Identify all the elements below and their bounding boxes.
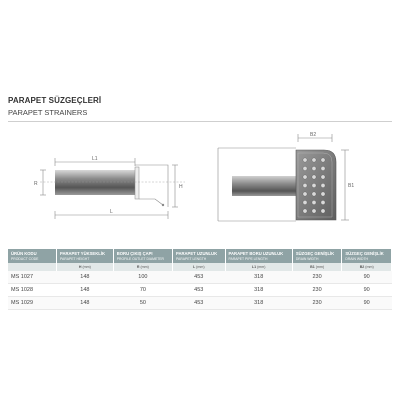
strainer-hole xyxy=(303,183,307,187)
column-header xyxy=(57,249,114,263)
column-header xyxy=(113,249,172,263)
table-cell: 230 xyxy=(292,271,342,284)
unit-text: (mm) xyxy=(196,265,205,269)
column-unit xyxy=(173,263,226,271)
column-header-en: PARAPET HEIGHT xyxy=(60,257,90,261)
product-code-cell: MS 1027 xyxy=(8,271,57,284)
strainer-pipe xyxy=(232,176,298,196)
page-heading xyxy=(8,96,101,117)
column-header-en: DRAIN WIDTH xyxy=(345,257,368,261)
label-b1: B1 xyxy=(348,183,355,189)
drawing-side-view xyxy=(30,145,220,245)
column-header-tr: SÜZGEÇ GENİŞLİK xyxy=(295,251,335,256)
unit-text: (mm) xyxy=(315,265,325,269)
strainer-hole xyxy=(321,158,325,162)
column-header-en: PRODUCT CODE xyxy=(11,257,39,261)
strainer-hole xyxy=(312,200,316,204)
table-cell: 100 xyxy=(113,271,172,284)
strainer-hole xyxy=(312,183,316,187)
strainer-hole xyxy=(321,183,325,187)
product-code-cell: MS 1028 xyxy=(8,284,57,297)
column-header-en: PARAPET LENGTH xyxy=(176,257,207,261)
table-cell: 90 xyxy=(342,271,392,284)
column-header-tr: SÜZGEÇ GENİŞLİK xyxy=(345,251,384,256)
column-unit xyxy=(225,263,292,271)
table-cell: 70 xyxy=(113,284,172,297)
column-header-tr: ÜRÜN KODU xyxy=(11,251,37,256)
table-cell: 318 xyxy=(225,297,292,310)
label-h: H xyxy=(179,184,183,190)
column-header-tr: PARAPET YÜKSEKLİK xyxy=(60,251,105,256)
column-unit xyxy=(8,263,57,271)
table-cell: 148 xyxy=(57,284,114,297)
unit-text: (mm) xyxy=(140,265,149,269)
column-header-tr: PARAPET BORU UZUNLUK xyxy=(228,251,284,256)
strainer-hole xyxy=(321,209,325,213)
column-header xyxy=(292,249,342,263)
strainer-hole xyxy=(321,175,325,179)
unit-symbol: H xyxy=(78,265,82,269)
table-cell: 318 xyxy=(225,284,292,297)
unit-symbol: L1 xyxy=(251,265,257,269)
strainer-hole xyxy=(321,192,325,196)
strainer-hole xyxy=(303,200,307,204)
table-row xyxy=(8,271,392,284)
strainer-hole xyxy=(312,192,316,196)
unit-symbol: L xyxy=(192,265,196,269)
product-table xyxy=(8,249,392,310)
table-header-row xyxy=(8,249,392,263)
column-unit xyxy=(342,263,392,271)
column-unit xyxy=(57,263,114,271)
table-cell: 50 xyxy=(113,297,172,310)
label-l: L xyxy=(110,209,113,215)
column-header-tr: PARAPET UZUNLUK xyxy=(176,251,218,256)
column-header xyxy=(173,249,226,263)
strainer-hole xyxy=(312,175,316,179)
label-r: R xyxy=(34,181,38,187)
table-cell: 148 xyxy=(57,297,114,310)
strainer-hole xyxy=(321,200,325,204)
table-cell: 453 xyxy=(173,284,226,297)
title-english: PARAPET STRAINERS xyxy=(8,108,88,117)
label-b2: B2 xyxy=(310,132,317,138)
column-unit xyxy=(292,263,342,271)
unit-symbol: B2 xyxy=(359,265,365,269)
strainer-hole xyxy=(303,192,307,196)
column-header-tr: BORU ÇIKIŞ ÇAPI xyxy=(116,251,153,256)
unit-text: (mm) xyxy=(365,265,374,269)
strainer-hole xyxy=(303,209,307,213)
table-cell: 318 xyxy=(225,271,292,284)
divider xyxy=(8,121,392,122)
strainer-hole xyxy=(312,166,316,170)
column-unit xyxy=(113,263,172,271)
table-cell: 90 xyxy=(342,284,392,297)
unit-symbol: R xyxy=(136,265,140,269)
table-cell: 453 xyxy=(173,297,226,310)
column-header xyxy=(225,249,292,263)
table-cell: 230 xyxy=(292,297,342,310)
pipe-body xyxy=(55,170,135,195)
drawing-perspective-view xyxy=(210,128,370,228)
table-row xyxy=(8,297,392,310)
unit-text: (mm) xyxy=(257,265,266,269)
title-turkish: PARAPET SÜZGEÇLERİ xyxy=(8,96,102,105)
column-header xyxy=(342,249,392,263)
product-code-cell: MS 1029 xyxy=(8,297,57,310)
unit-symbol: B1 xyxy=(310,265,315,269)
strainer-hole xyxy=(303,158,307,162)
column-header-en: PARAPET PIPE LENGTH xyxy=(228,257,268,261)
strainer-hole xyxy=(303,175,307,179)
strainer-hole xyxy=(321,166,325,170)
label-l1: L1 xyxy=(92,156,98,162)
strainer-hole xyxy=(303,166,307,170)
column-header-en: DRAIN WIDTH xyxy=(295,257,319,261)
unit-text: (mm) xyxy=(82,265,91,269)
table-cell: 148 xyxy=(57,271,114,284)
strainer-hole xyxy=(312,158,316,162)
column-header xyxy=(8,249,57,263)
table-row xyxy=(8,284,392,297)
table-cell: 90 xyxy=(342,297,392,310)
table-cell: 230 xyxy=(292,284,342,297)
table-units-row xyxy=(8,263,392,271)
table-cell: 453 xyxy=(173,271,226,284)
column-header-en: PROFILE OUTLET DIAMETER xyxy=(116,257,164,261)
strainer-hole xyxy=(312,209,316,213)
